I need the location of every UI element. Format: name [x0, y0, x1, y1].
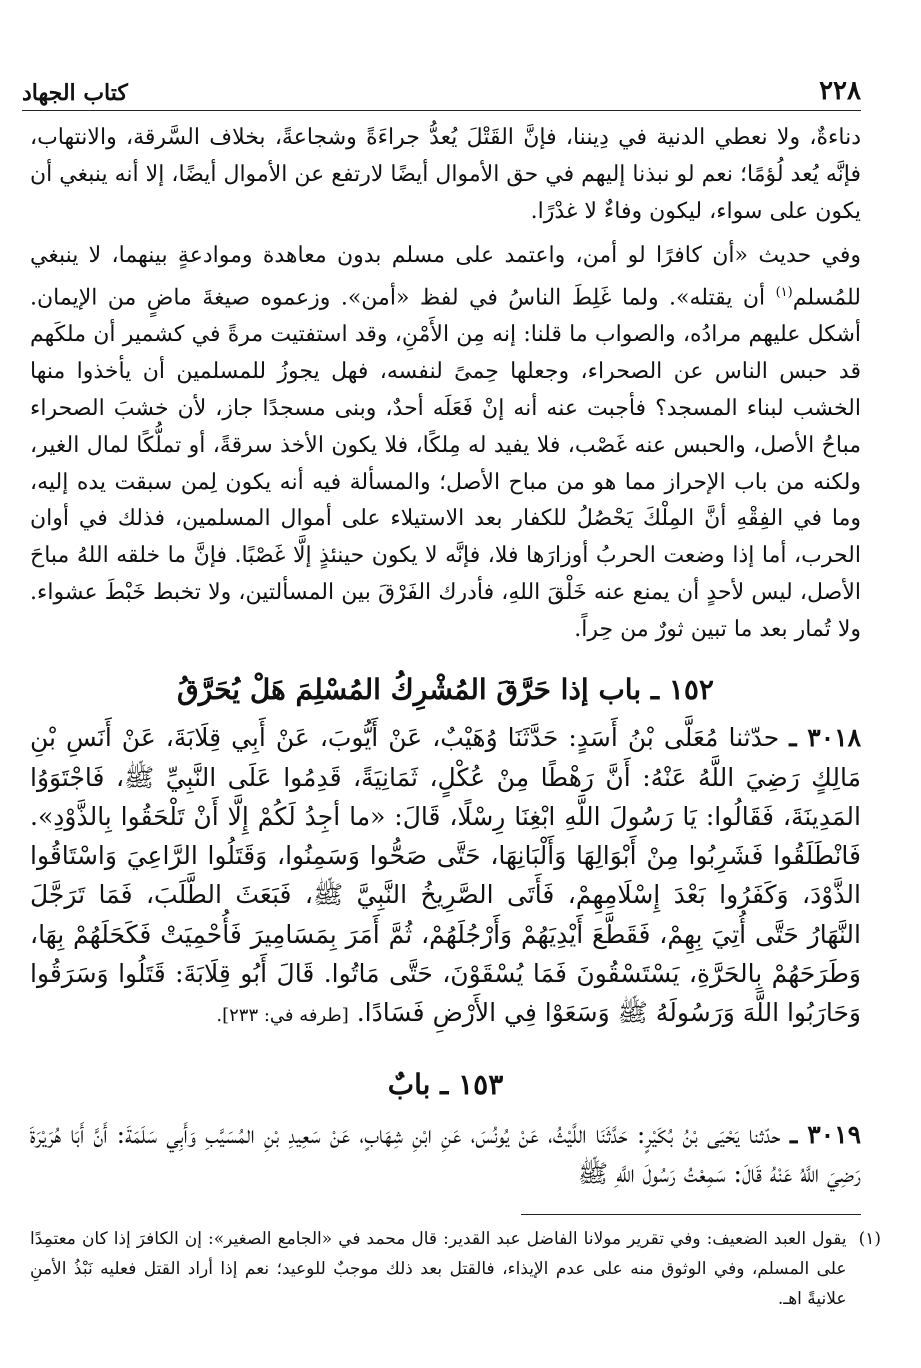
- hadith-number: ٣٠١٨ ـ: [789, 723, 862, 753]
- book-title: كتاب الجهاد: [22, 80, 128, 106]
- hadith-number: ٣٠١٩ ـ: [790, 1120, 862, 1150]
- footnote-reference: (١): [775, 285, 793, 301]
- chapter-heading: ١٥٢ ـ باب إذا حَرَّقَ المُشْرِكُ المُسْلِمَ هَلْ يُحَرَّقُ: [177, 673, 714, 707]
- hadith-text: [30, 718, 861, 1035]
- footnote-text: يقول العبد الضعيف: وفي تقرير مولانا الفاضل عبد القدير: قال محمد في «الجامع الصغير»: إن الكافرَ إذا كان معتمِدًا على المسلم، وفي الوثوق منه على عدم الإيذاء، فالقتل بعد ذلك موجبٌ للوعيد؛ نعم إذا أراد القتل فعليه نَبْذُ الأمنِ علانيةً اهـ.: [30, 1229, 847, 1309]
- hadith-text: [30, 1115, 861, 1193]
- commentary-paragraph: دناءةٌ، ولا نعطي الدنية في دِيننا، فإنَّ القَتْلَ يُعدُّ جراءَةً وشجاعةً، بخلاف السَّرقة، والانتهاب، فإنَّه يُعد لُؤمًا؛ نعم لو نبذنا إليهم في حق الأموال أيضًا لارتفع عن الأموال أيضًا، إلا أنه ينبغي أن يكون على سواء، ليكون وفاءٌ لا غدْرًا.: [30, 125, 861, 224]
- main-text: [30, 120, 861, 1194]
- chapter-heading: ١٥٣ ـ بابٌ: [387, 1068, 504, 1102]
- hadith-body: حدّثنا يَحْيَى بْنُ بُكَيْرٍ: حَدَّثَنَا اللَّيْثُ، عَنْ يُونُسَ، عَنِ ابْنِ شِهَابٍ، عَنْ سَعِيدِ بْنِ المُسَيَّبِ وَأَبِي سَلَمَةَ: أَنَّ أَبَا هُرَيْرَةَ رَضِيَ اللَّهُ عَنْهُ قَالَ: سَمِعْتُ رَسُولَ اللَّهِ ﷺ: [30, 1120, 861, 1189]
- footnote-separator: [521, 1214, 861, 1215]
- cross-reference: [طرفه في: ٢٣٣].: [216, 1004, 349, 1026]
- hadith-body: حدّثنا مُعَلَّى بْنُ أَسَدٍ: حَدَّثَنَا وُهَيْبٌ، عَنْ أَيُّوبَ، عَنْ أَبِي قِلَابَةَ، عَنْ أَنَسِ بْنِ مَالِكٍ رَضِيَ اللَّهُ عَنْهُ: أَنَّ رَهْطًا مِنْ عُكْلٍ، ثَمَانِيَةً، قَدِمُوا عَلَى النَّبِيِّ ﷺ، فَاجْتَوَوُا المَدِينَةَ، فَقَالُوا: يَا رَسُولَ اللَّهِ ابْغِنَا رِسْلًا، قَالَ: «ما أجِدُ لَكُمْ إِلَّا أَنْ تَلْحَقُوا بِالذَّوْدِ». فَانْطَلَقُوا فَشَرِبُوا مِنْ أَبْوَالِهَا وَأَلْبَانِهَا، حَتَّى صَحُّوا وَسَمِنُوا، وَقَتَلُوا الرَّاعِيَ وَاسْتَاقُوا الذَّوْدَ، وَكَفَرُوا بَعْدَ إِسْلَامِهِمْ، فَأَتَى الصَّرِيخُ النَّبِيَّ ﷺ، فَبَعَثَ الطَّلَبَ، فَمَا تَرَجَّلَ النَّهَارُ حَتَّى أُتِيَ بِهِمْ، فَقَطَّعَ أَيْدِيَهُمْ وَأَرْجُلَهُمْ، ثُمَّ أَمَرَ بِمَسَامِيرَ فَأُحْمِيَتْ فَكَحَلَهُمْ بِهَا، وَطَرَحَهُمْ بِالحَرَّةِ، يَسْتَسْقُونَ فَمَا يُسْقَوْنَ، حَتَّى مَاتُوا. قَالَ أَبُو قِلَابَةَ: قَتَلُوا وَسَرَقُوا وَحَارَبُوا اللَّهَ وَرَسُولَهُ ﷺ وَسَعَوْا فِي الأَرْضِ فَسَادًا.: [30, 723, 862, 1027]
- footnote: [30, 1224, 881, 1314]
- footnote-marker: (١): [858, 1229, 881, 1249]
- running-header: [22, 62, 861, 111]
- commentary-paragraph: [30, 238, 861, 648]
- page-number: ٢٢٨: [819, 76, 861, 106]
- paragraph-text: أن يقتله». ولما غَلِطَ الناسُ في لفظ «أمن». وزعموه صيغةَ ماضٍ من الإيمان. أشكل عليهم مرادُه، والصواب ما قلنا: إنه مِن الأَمْنِ، وقد استفتيت مرةً في كشمير أن ملكَهم قد حبس الناس عن الصحراء، وجعلها حِمىً لنفسه، فهل يجوزُ للمسلمين أن يأخذوا منها الخشب لبناء المسجد؟ فأجبت عنه أنه إنْ فَعَلَه أحدٌ، وبنى مسجدًا جاز، لأن خشبَ الصحراء مباحُ الأصل، والحبس عنه غَصْب، فلا يفيد له مِلكًا، فلا يكون الأخذ سرقةً، أو تملُّكًا لمال الغير، ولكنه من باب الإحراز مما هو من مباح الأصل؛ والمسألة فيه أنه يكون لِمن سبقت يده إليه، وما في الفِقْهِ أنَّ المِلْكَ يَحْصُلُ للكفار بعد الاستيلاء على أموال المسلمين، فذلك في أوان الحرب، أما إذا وضعت الحربُ أوزارَها فلا، فإنَّه لا يكون حينئذٍ إلَّا غَصْبًا. فإنَّ ما خلقه اللهُ مباحَ الأصل، ليس لأحدٍ أن يمنع عنه خَلْقَ اللهِ، فأدرك الفَرْقَ بين المسألتين، ولا تخبط خَبْطَ عشواء. ولا تُمار بعد ما تبين ثورٌ من حِراً.: [30, 285, 861, 642]
- paragraph-text: وفي حديث «أن كافرًا لو أمن، واعتمد على مسلم بدون معاهدة وموادعةٍ بينهما، لا ينبغي للمُسلم: [30, 243, 861, 311]
